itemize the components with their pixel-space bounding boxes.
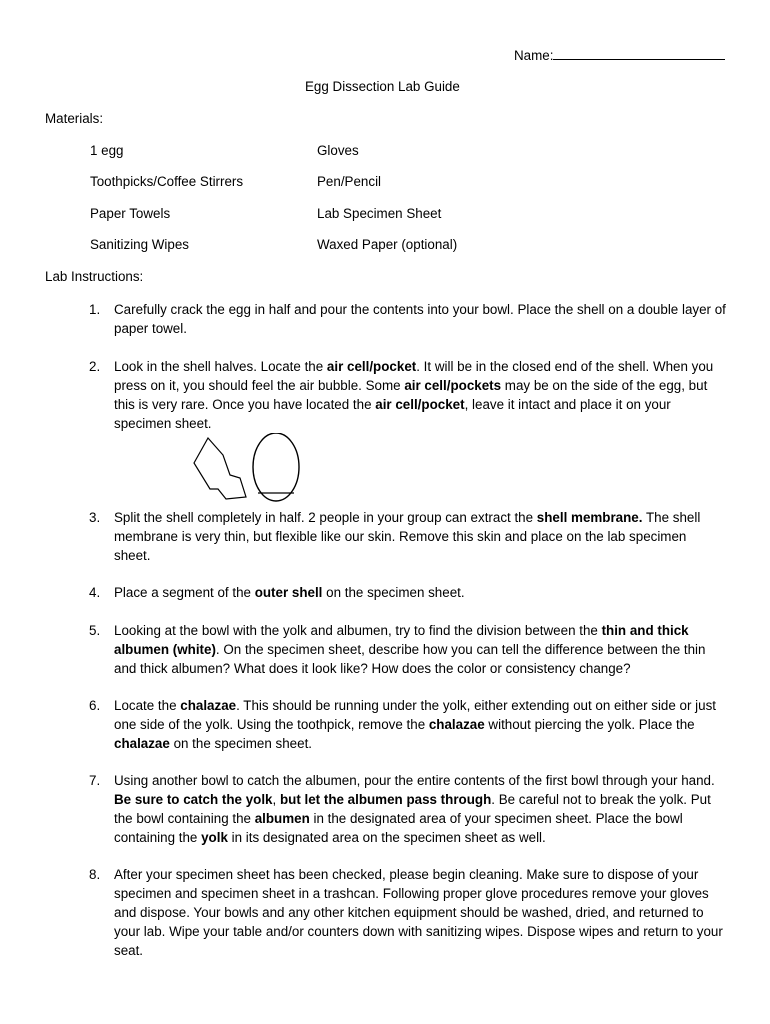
step-text-bold: albumen xyxy=(254,811,310,826)
step-text-segment: , xyxy=(272,792,280,807)
step-text-segment: . It will be in the closed end of the shell. When you press on it, you should feel the air bubble. Some xyxy=(114,359,714,393)
instructions-heading: Lab Instructions: xyxy=(45,269,144,284)
step-number: 3. xyxy=(89,510,101,525)
step-text-segment: Place a segment of the xyxy=(114,585,255,600)
step-text-segment: without piercing the yolk. Place the xyxy=(484,717,695,732)
step-text-segment: in the designated area of your specimen sheet. Place the bowl containing the xyxy=(114,811,683,845)
step-number: 6. xyxy=(89,698,101,713)
step-text-bold: yolk xyxy=(201,830,228,845)
name-blank-line[interactable] xyxy=(553,46,725,60)
step-text-bold: Be sure to catch the yolk xyxy=(114,792,273,807)
step-text xyxy=(114,508,726,565)
material-item: Waxed Paper (optional) xyxy=(317,237,458,252)
material-item: 1 egg xyxy=(90,143,124,158)
step-text-segment: . Be careful not to break the yolk. Put the bowl containing the xyxy=(114,792,711,826)
step-text-segment: The shell membrane is very thin, but flexible like our skin. Remove this skin and place on the lab specimen sheet. xyxy=(114,510,701,563)
step-text-bold: thin and thick albumen (white) xyxy=(114,623,689,657)
step-text-segment: . This should be running under the yolk, either extending out on either side or just one side of the yolk. Using the toothpick, remove the xyxy=(114,698,716,732)
step-text xyxy=(114,583,726,602)
material-item: Lab Specimen Sheet xyxy=(317,206,442,221)
step-text xyxy=(114,771,726,847)
step-text-segment: After your specimen sheet has been checked, please begin cleaning. Make sure to dispose of your specimen and specimen sheet in a trashcan. Following proper glove procedures remove your gloves and dispose. Your bowls and any other kitchen equipment should be washed, dried, and returned to your lab. Wipe your table and/or counters down with sanitizing wipes. Dispose wipes and return to your seat. xyxy=(114,867,723,958)
name-field xyxy=(514,46,725,63)
step-text xyxy=(114,865,726,960)
step-text-bold: air cell/pocket xyxy=(326,359,417,374)
material-item: Gloves xyxy=(317,143,359,158)
material-item: Toothpicks/Coffee Stirrers xyxy=(90,174,244,189)
egg-icon xyxy=(253,433,299,501)
step-text-segment: may be on the side of the egg, but this is very rare. Once you have located the xyxy=(114,378,708,412)
air-cell-diagram xyxy=(190,433,340,508)
step-text-bold: air cell/pocket xyxy=(375,397,465,412)
step-text xyxy=(114,621,726,678)
step-text-bold: but let the albumen pass through xyxy=(279,792,492,807)
step-text-segment: Locate the xyxy=(114,698,181,713)
step-text xyxy=(114,300,726,338)
step-text-segment: Using another bowl to catch the albumen, pour the entire contents of the first bowl through your hand. xyxy=(114,773,715,788)
step-text-segment: on the specimen sheet. xyxy=(322,585,465,600)
step-text-segment: Look in the shell halves. Locate the xyxy=(114,359,327,374)
name-label: Name: xyxy=(514,48,554,63)
step-number: 5. xyxy=(89,623,101,638)
material-item: Paper Towels xyxy=(90,206,171,221)
step-text-segment: in its designated area on the specimen sheet as well. xyxy=(227,830,546,845)
step-text-bold: chalazae xyxy=(428,717,485,732)
step-text-bold: air cell/pockets xyxy=(404,378,502,393)
page-title: Egg Dissection Lab Guide xyxy=(305,79,460,94)
step-text-bold: chalazae xyxy=(180,698,237,713)
step-number: 4. xyxy=(89,585,101,600)
air-cell-figure xyxy=(190,433,340,511)
step-text xyxy=(114,696,726,753)
material-item: Pen/Pencil xyxy=(317,174,382,189)
step-text-bold: chalazae xyxy=(114,736,170,751)
step-text-segment: . On the specimen sheet, describe how you can tell the difference between the thin and thick albumen? What does it look like? How does the color or consistency change? xyxy=(114,642,706,676)
step-text-bold: shell membrane. xyxy=(536,510,643,525)
step-text-bold: outer shell xyxy=(254,585,323,600)
material-item: Sanitizing Wipes xyxy=(90,237,189,252)
arrow-icon xyxy=(194,438,246,499)
step-text-segment: Carefully crack the egg in half and pour the contents into your bowl. Place the shell on a double layer of paper towel. xyxy=(114,302,726,336)
step-text-segment: Split the shell completely in half. 2 people in your group can extract the xyxy=(114,510,537,525)
step-text-segment: Looking at the bowl with the yolk and albumen, try to find the division between the xyxy=(114,623,602,638)
step-text xyxy=(114,357,726,433)
step-number: 8. xyxy=(89,867,101,882)
step-text-segment: on the specimen sheet. xyxy=(169,736,313,751)
step-number: 7. xyxy=(89,773,101,788)
step-number: 2. xyxy=(89,359,101,374)
step-text-segment: , leave it intact and place it on your specimen sheet. xyxy=(114,397,671,431)
materials-heading: Materials: xyxy=(45,111,104,126)
step-number: 1. xyxy=(89,302,101,317)
